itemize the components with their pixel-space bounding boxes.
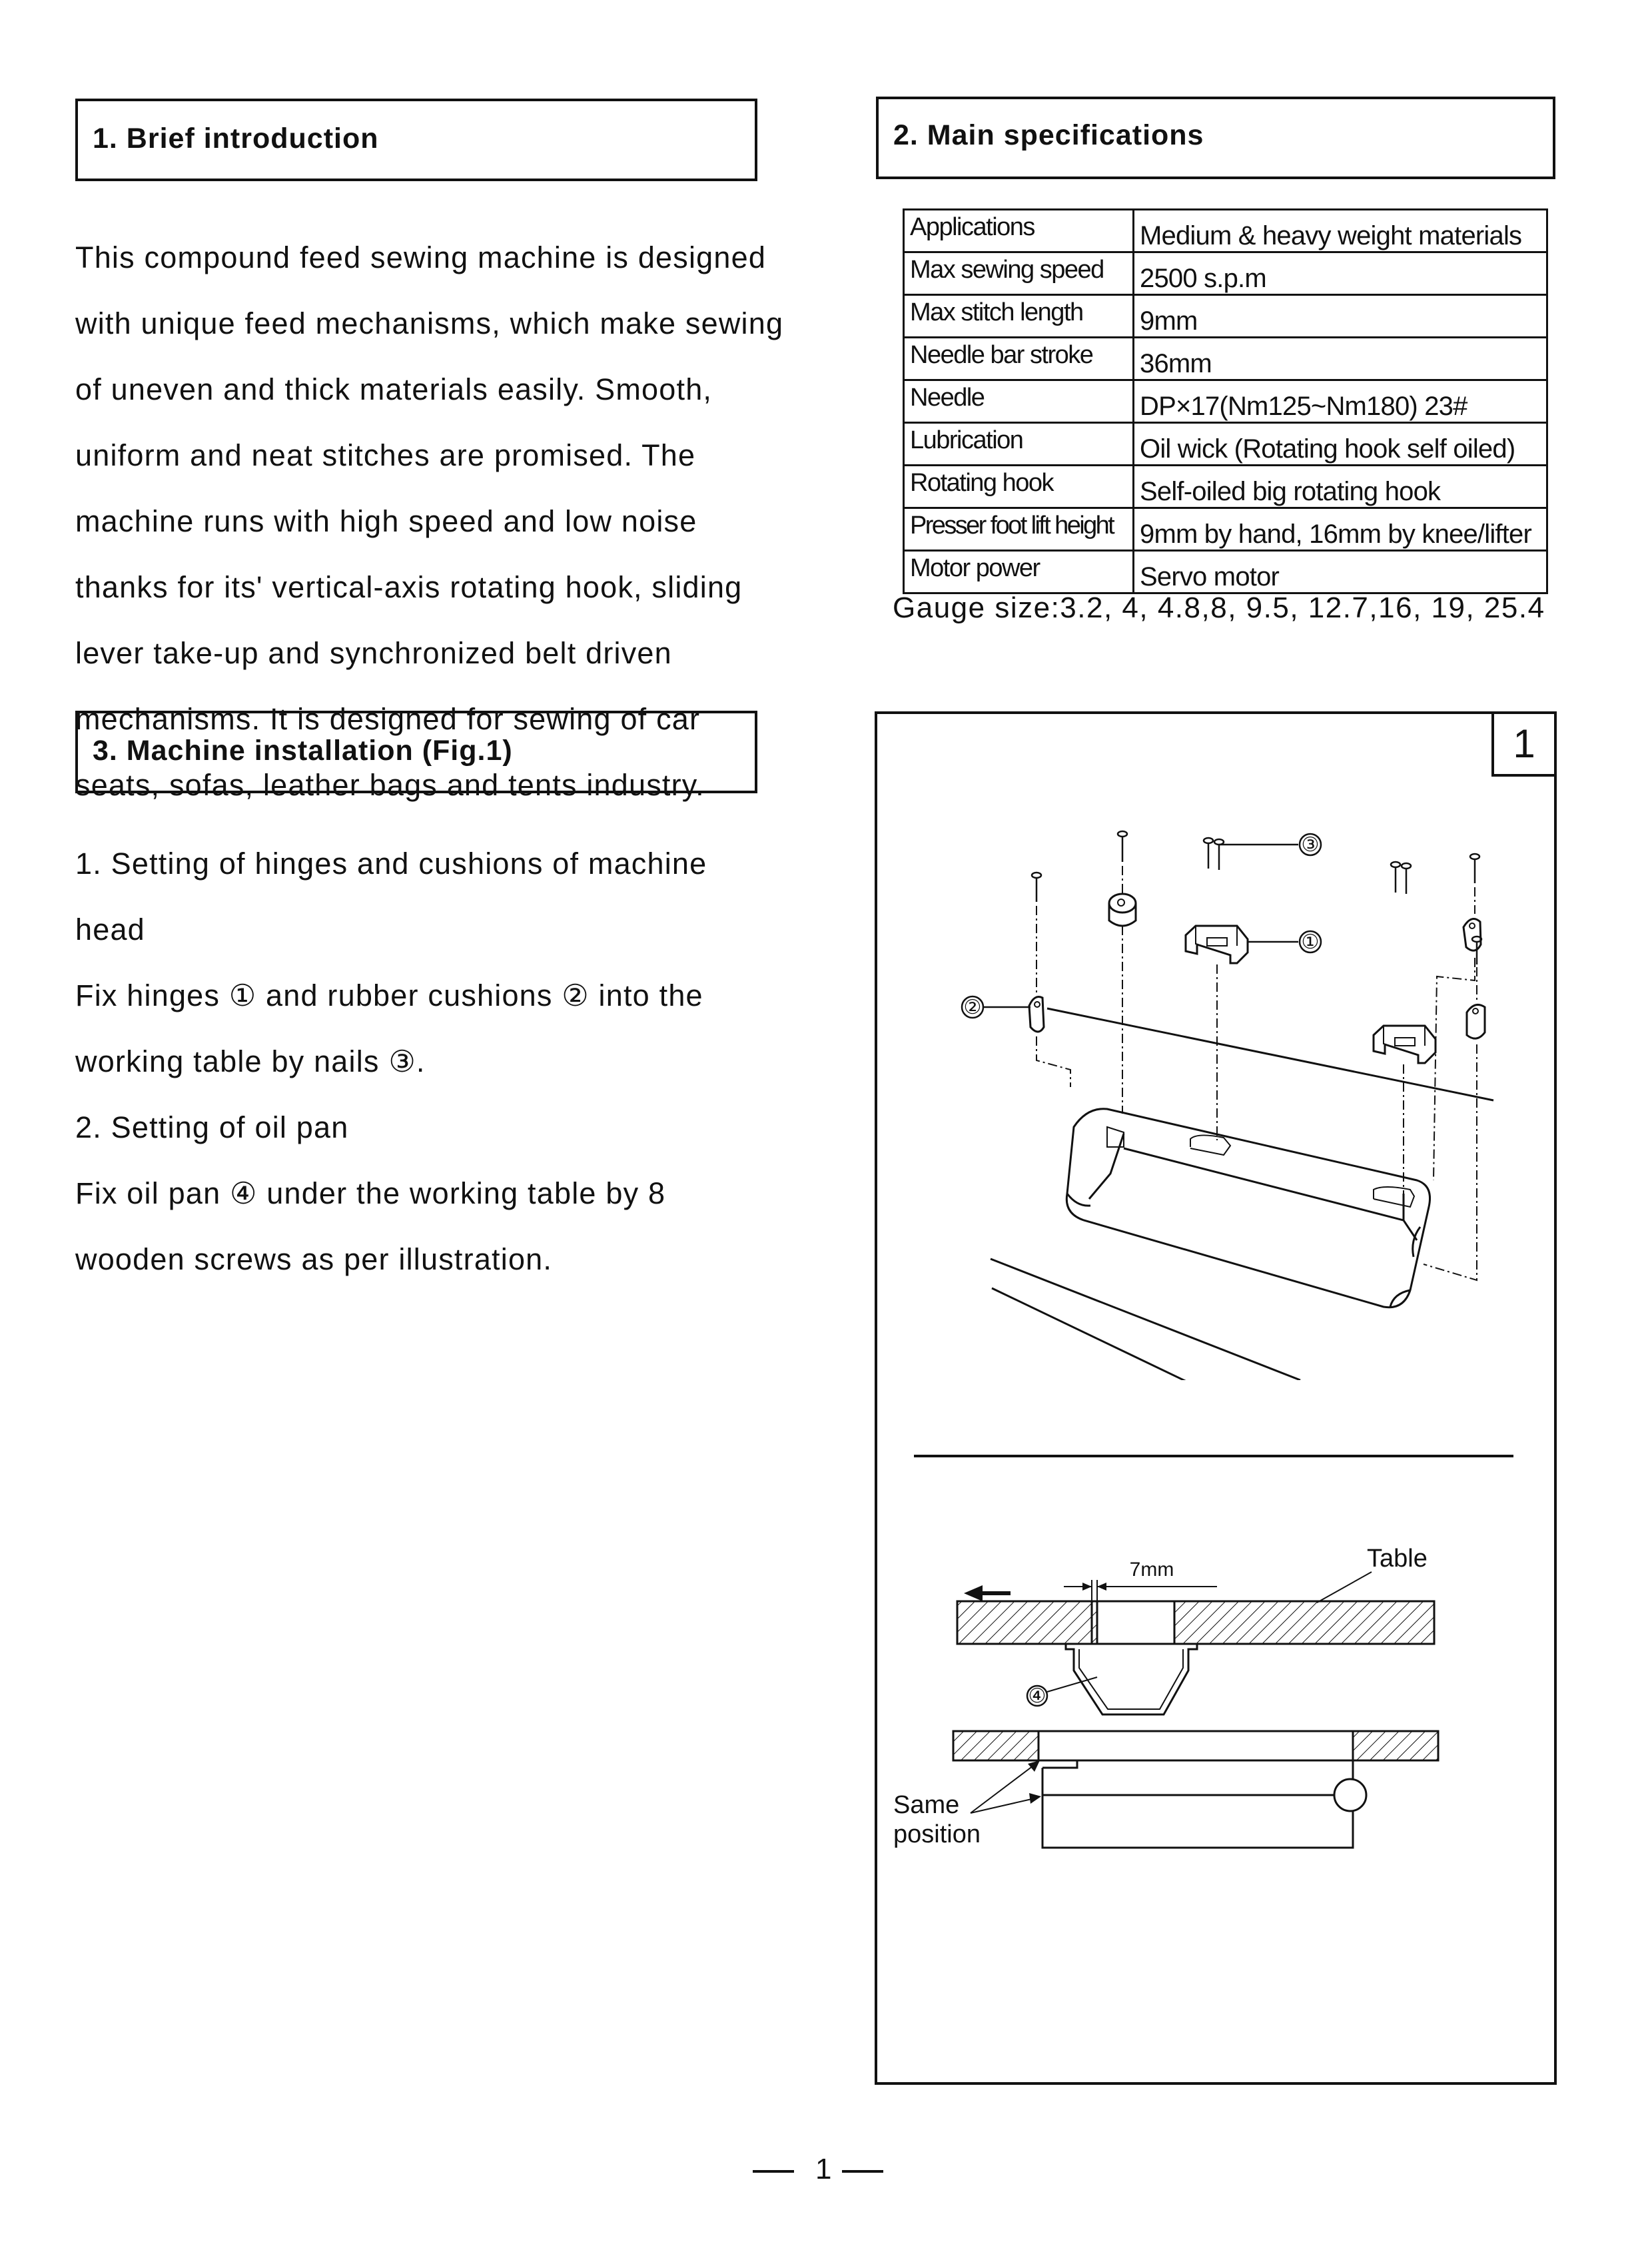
spec-label: Max stitch length: [904, 295, 1134, 338]
figure-1-panel: [875, 711, 1557, 2085]
spec-value: 36mm: [1134, 338, 1547, 380]
intro-heading: 1. Brief introduction: [93, 123, 379, 155]
gauge-size-text: Gauge size:3.2, 4, 4.8,8, 9.5, 12.7,16, 19, 25.4: [893, 591, 1545, 624]
same-position-label: position: [893, 1820, 981, 1848]
lower-table-right: [1353, 1731, 1438, 1760]
spec-value: Self-oiled big rotating hook: [1134, 466, 1547, 508]
installation-line: working table by nails ③.: [75, 1044, 426, 1078]
installation-line: 2. Setting of oil pan: [75, 1110, 349, 1144]
installation-instructions: [75, 814, 707, 1309]
intro-line: seats, sofas, leather bags and tents industry.: [75, 767, 705, 802]
installation-line: wooden screws as per illustration.: [75, 1242, 553, 1276]
spec-label: Presser foot lift height: [904, 508, 1134, 551]
spec-row: [904, 252, 1547, 295]
intro-line: uniform and neat stitches are promised. The: [75, 438, 696, 472]
figure-number: 1: [1491, 711, 1557, 777]
table-section-right: [1174, 1601, 1434, 1644]
exploded-view-diagram: [877, 714, 1559, 1380]
spec-value: 9mm by hand, 16mm by knee/lifter: [1134, 508, 1547, 551]
spec-label: Motor power: [904, 551, 1134, 593]
table-label: Table: [1367, 1545, 1428, 1573]
intro-line: lever take-up and synchronized belt driven: [75, 635, 672, 670]
oil-pan-iso: [1066, 1109, 1430, 1308]
page-dash-left: [753, 2170, 794, 2173]
installation-heading: 3. Machine installation (Fig.1): [93, 735, 513, 767]
table-edge-line: [1047, 1008, 1493, 1100]
spec-row: [904, 210, 1547, 252]
callout-1-label: ①: [1301, 931, 1320, 953]
nail-icon: [1032, 831, 1481, 964]
intro-line: thanks for its' vertical-axis rotating hook, sliding: [75, 569, 743, 604]
dimension-label: 7mm: [1129, 1559, 1174, 1581]
table-leader-line: [1317, 1572, 1372, 1603]
callout-2-label: ②: [963, 996, 982, 1018]
spec-value: Medium & heavy weight materials: [1134, 210, 1547, 252]
hinge-icon: [1186, 926, 1248, 963]
intro-line: with unique feed mechanisms, which make sewing: [75, 306, 784, 340]
spec-label: Lubrication: [904, 423, 1134, 466]
oil-pan-plan: [1042, 1760, 1353, 1848]
spec-row: [904, 295, 1547, 338]
installation-heading-box: [75, 711, 757, 793]
spec-value: 9mm: [1134, 295, 1547, 338]
installation-line: Fix oil pan ④ under the working table by 8: [75, 1176, 666, 1210]
rubber-cushion-icon: [1109, 894, 1136, 926]
intro-line: of uneven and thick materials easily. Smooth,: [75, 372, 713, 406]
same-position-label: Same: [893, 1791, 960, 1819]
intro-line: mechanisms. It is designed for sewing of car: [75, 701, 701, 736]
specs-heading: 2. Main specifications: [893, 119, 1204, 151]
spec-value: DP×17(Nm125~Nm180) 23#: [1134, 380, 1547, 423]
spec-row: [904, 338, 1547, 380]
same-position-arrows: [971, 1760, 1041, 1813]
lower-table-left: [953, 1731, 1038, 1760]
table-edge-line: [992, 1288, 1200, 1380]
rubber-cushion-icon: [1463, 919, 1481, 951]
spec-row: [904, 380, 1547, 423]
callout-4-label: ④: [1028, 1685, 1046, 1707]
spec-row: [904, 466, 1547, 508]
spec-row: [904, 423, 1547, 466]
spec-label: Needle bar stroke: [904, 338, 1134, 380]
spec-label: Applications: [904, 210, 1134, 252]
specs-heading-box: [876, 97, 1555, 179]
intro-line: machine runs with high speed and low noise: [75, 504, 697, 538]
dimension-arrow: [1082, 1583, 1092, 1591]
spec-label: Needle: [904, 380, 1134, 423]
rubber-cushion-icon: [1029, 997, 1044, 1032]
page-dash-right: [842, 2170, 883, 2173]
page-number-text: 1: [815, 2153, 832, 2185]
rubber-cushion-icon: [1467, 1004, 1485, 1038]
spec-label: Rotating hook: [904, 466, 1134, 508]
spec-row: [904, 508, 1547, 551]
installation-line: 1. Setting of hinges and cushions of machine: [75, 846, 707, 881]
page-number: [753, 2151, 893, 2185]
screw-hole: [1334, 1779, 1366, 1811]
spec-value: Oil wick (Rotating hook self oiled): [1134, 423, 1547, 466]
spec-row: [904, 551, 1547, 593]
intro-line: This compound feed sewing machine is designed: [75, 240, 767, 274]
dimension-arrow: [1097, 1583, 1106, 1591]
spec-label: Max sewing speed: [904, 252, 1134, 295]
table-section-left: [957, 1601, 1097, 1644]
hinge-icon: [1374, 1026, 1436, 1063]
spec-value: 2500 s.p.m: [1134, 252, 1547, 295]
installation-line: Fix hinges ① and rubber cushions ② into the: [75, 978, 703, 1012]
intro-heading-box: [75, 99, 757, 181]
spec-value: Servo motor: [1134, 551, 1547, 593]
installation-line: head: [75, 912, 145, 946]
direction-arrow-icon: [964, 1585, 1011, 1601]
guide-lines: [1036, 866, 1477, 1280]
callout-3-label: ③: [1301, 834, 1320, 856]
cross-section-diagram: [877, 1435, 1559, 2074]
spec-table: [903, 208, 1548, 594]
